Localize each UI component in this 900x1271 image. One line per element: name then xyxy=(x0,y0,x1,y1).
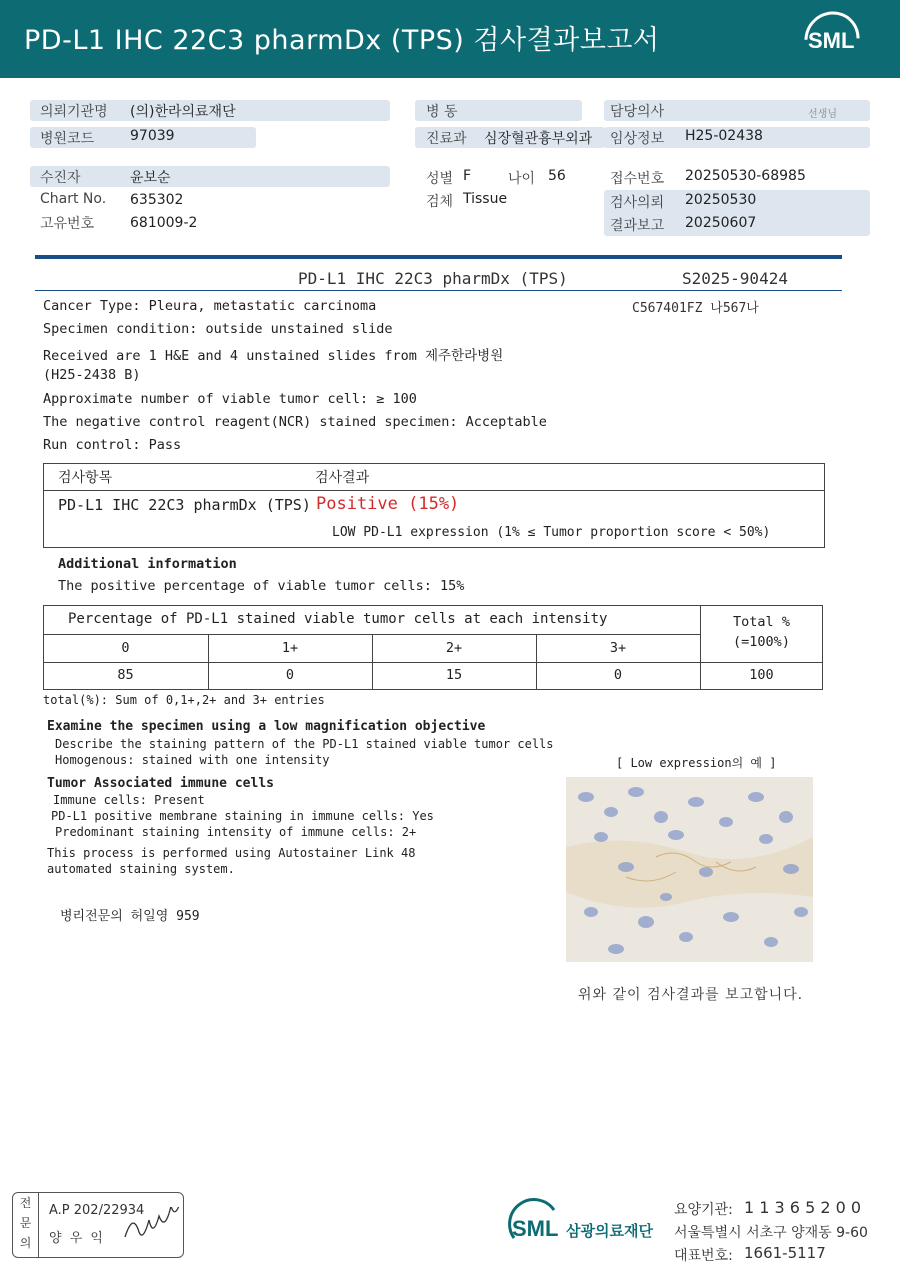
intensity-total: 100 xyxy=(749,667,774,683)
address: 서울특별시 서초구 양재동 9-60 xyxy=(674,1225,868,1241)
result-table-divider xyxy=(43,490,825,491)
footer-sml-logo xyxy=(508,1198,560,1256)
immune-line: Predominant staining intensity of immune cells: 2+ xyxy=(55,825,417,839)
examine-line: Describe the staining pattern of the PD-L1 stained viable tumor cells xyxy=(55,737,554,751)
request-value: 20250530 xyxy=(685,192,757,208)
examine-line: Homogenous: stained with one intensity xyxy=(55,753,330,767)
process-line: This process is performed using Autostainer Link 48 xyxy=(47,846,416,860)
doctor-suffix: 선생님 xyxy=(808,109,837,120)
total-header-2: (=100%) xyxy=(733,634,790,650)
institution-label: 의뢰기관명 xyxy=(40,104,108,120)
process-line: automated staining system. xyxy=(47,862,235,876)
microscope-image xyxy=(566,777,813,962)
id-value: 681009-2 xyxy=(130,215,198,231)
divider-thin xyxy=(35,290,842,291)
sex-label: 성별 xyxy=(426,171,454,187)
clinical-value: H25-02438 xyxy=(685,128,763,144)
sub-id: C567401FZ 나567나 xyxy=(632,301,759,316)
body-line: Received are 1 H&E and 4 unstained slides from 제주한라병원 xyxy=(43,348,504,364)
hospital-code-value: 97039 xyxy=(130,128,175,144)
body-line: (H25-2438 B) xyxy=(43,367,141,383)
test-title: PD-L1 IHC 22C3 pharmDx (TPS) xyxy=(298,269,568,288)
chart-label: Chart No. xyxy=(40,191,107,207)
stamp-char: 의 xyxy=(19,1236,32,1250)
body-line: Cancer Type: Pleura, metastatic carcinoma xyxy=(43,298,377,314)
body-line: The negative control reagent(NCR) stained specimen: Acceptable xyxy=(43,414,547,430)
result-col1-header: 검사항목 xyxy=(58,470,113,486)
age-label: 나이 xyxy=(508,171,536,187)
total-header-1: Total % xyxy=(733,614,790,630)
intensity-value: 15 xyxy=(445,667,463,683)
doctor-label: 담당의사 xyxy=(610,104,665,120)
sex-value: F xyxy=(463,168,472,184)
request-label: 검사의뢰 xyxy=(610,195,665,211)
intensity-col: 0 xyxy=(121,640,130,656)
image-caption: [ Low expression의 예 ] xyxy=(616,756,777,770)
stamp-line1: A.P 202/22934 xyxy=(49,1203,145,1218)
report-value: 20250607 xyxy=(685,215,757,231)
stamp-line2: 양 우 익 xyxy=(49,1231,105,1246)
total-note: total(%): Sum of 0,1+,2+ and 3+ entries xyxy=(43,693,325,707)
additional-title: Additional information xyxy=(58,556,237,572)
tissue-stain-icon xyxy=(566,777,813,962)
report-title: PD-L1 IHC 22C3 pharmDx (TPS) 검사결과보고서 xyxy=(24,25,660,56)
department-label: 진료과 xyxy=(426,131,467,147)
report-header xyxy=(0,0,900,78)
report-id: S2025-90424 xyxy=(682,269,788,288)
phone-label: 대표번호: xyxy=(674,1248,733,1264)
hospital-code-label: 병원코드 xyxy=(40,131,95,147)
examine-title: Examine the specimen using a low magnification objective xyxy=(47,719,486,734)
result-value: Positive (15%) xyxy=(316,494,460,514)
intensity-col: 3+ xyxy=(609,640,627,656)
receipt-label: 접수번호 xyxy=(610,171,665,187)
intensity-col: 2+ xyxy=(445,640,463,656)
code-label: 요양기관: xyxy=(674,1202,733,1218)
patient-bar xyxy=(30,166,390,187)
department-value: 심장혈관흉부외과 xyxy=(484,131,593,147)
stamp-label-column xyxy=(13,1193,39,1257)
body-line: Specimen condition: outside unstained slide xyxy=(43,321,393,337)
sml-logo xyxy=(804,12,860,66)
id-label: 고유번호 xyxy=(40,216,95,232)
institution-value: (의)한라의료재단 xyxy=(130,104,236,120)
divider-thick xyxy=(35,255,842,259)
result-col2-header: 검사결과 xyxy=(315,470,370,486)
closing-text: 위와 같이 검사결과를 보고합니다. xyxy=(578,987,804,1003)
immune-line: PD-L1 positive membrane staining in immune cells: Yes xyxy=(51,809,434,823)
patient-value: 윤보순 xyxy=(130,170,171,186)
intensity-value: 0 xyxy=(613,667,623,683)
result-item: PD-L1 IHC 22C3 pharmDx (TPS) xyxy=(58,496,311,514)
body-line: Run control: Pass xyxy=(43,437,182,453)
org-name: 삼광의료재단 xyxy=(566,1222,653,1240)
ward-label: 병 동 xyxy=(426,104,458,120)
specimen-label: 검체 xyxy=(426,194,454,210)
receipt-value: 20250530-68985 xyxy=(685,168,806,184)
report-label: 결과보고 xyxy=(610,218,665,234)
specialist-stamp xyxy=(12,1192,184,1258)
patient-label: 수진자 xyxy=(40,170,81,186)
specimen-value: Tissue xyxy=(463,191,508,207)
intensity-value: 85 xyxy=(117,667,134,683)
body-line: Approximate number of viable tumor cell: ≥ 100 xyxy=(43,391,417,407)
chart-value: 635302 xyxy=(130,192,184,208)
age-value: 56 xyxy=(548,168,566,184)
intensity-col: 1+ xyxy=(281,640,299,656)
table-line xyxy=(43,662,823,663)
clinical-label: 임상정보 xyxy=(610,131,665,147)
intensity-header: Percentage of PD-L1 stained viable tumor cells at each intensity xyxy=(68,611,608,627)
immune-line: Immune cells: Present xyxy=(53,793,205,807)
intensity-value: 0 xyxy=(285,667,295,683)
result-interpretation: LOW PD-L1 expression (1% ≤ Tumor proportion score < 50%) xyxy=(332,525,771,540)
logo-text: SML xyxy=(808,28,855,53)
footer-logo-text: SML xyxy=(512,1216,559,1241)
immune-title: Tumor Associated immune cells xyxy=(47,776,274,791)
additional-text: The positive percentage of viable tumor cells: 15% xyxy=(58,578,465,594)
stamp-char: 전 xyxy=(19,1196,32,1210)
phone-value: 1661-5117 xyxy=(744,1244,826,1262)
signature-icon xyxy=(123,1207,183,1247)
code-value: 1 1 3 6 5 2 0 0 xyxy=(744,1198,862,1217)
pathologist: 병리전문의 허일영 959 xyxy=(60,909,200,924)
stamp-char: 문 xyxy=(19,1216,32,1230)
